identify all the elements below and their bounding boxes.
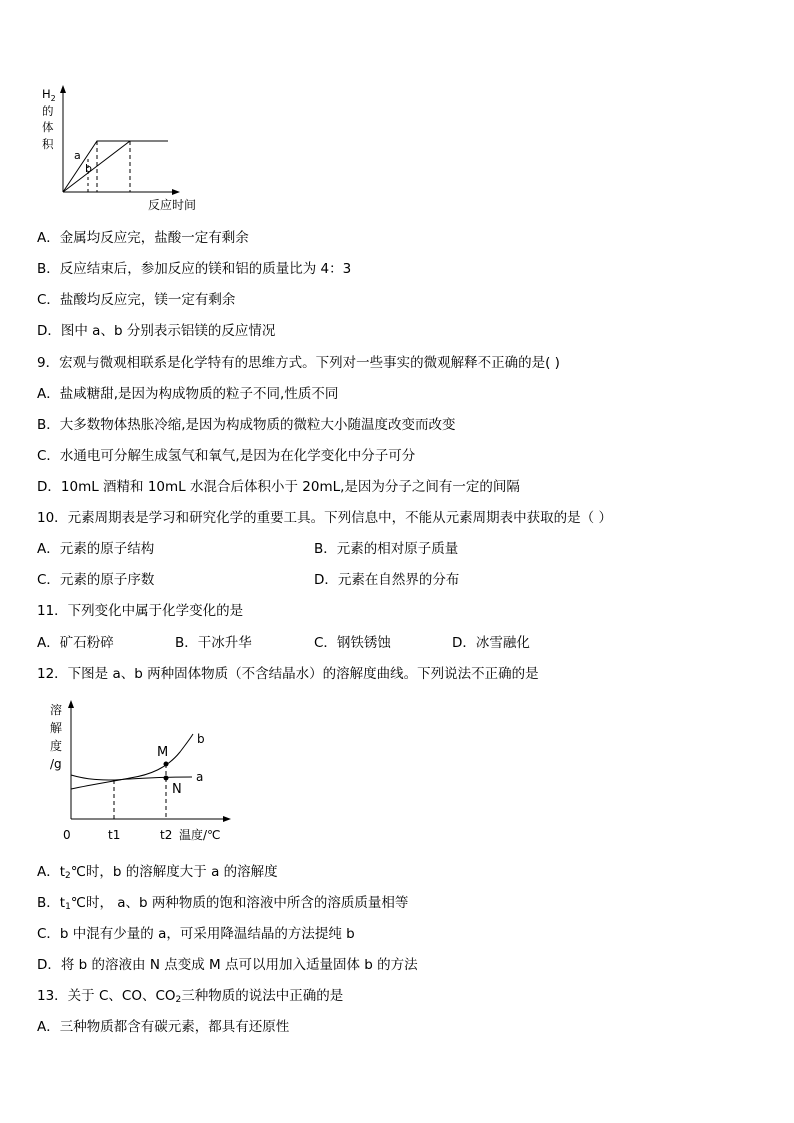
q12-option-b: B．$t_1℃$时， a、b 两种物质的饱和溶液中所含的溶质质量相等 [37, 895, 409, 912]
q9-stem: 9．宏观与微观相联系是化学特有的思维方式。下列对一些事实的微观解释不正确的是( ) [37, 355, 560, 371]
x-axis-label: 反应时间 [148, 198, 197, 212]
line-b-label: b [85, 162, 92, 175]
x-axis-label: 温度/℃ [179, 828, 221, 842]
y-axis-arrow [60, 85, 66, 93]
svg-text:的: 的 [42, 104, 54, 118]
q12-option-c: C．b 中混有少量的 a，可采用降温结晶的方法提纯 b [37, 926, 355, 942]
point-m [164, 762, 169, 767]
q13-stem: 13．关于 C、CO、$CO_2$三种物质的说法中正确的是 [37, 988, 344, 1005]
solubility-curve-graph [40, 696, 240, 851]
point-n [164, 776, 169, 781]
x-axis-arrow [172, 189, 180, 195]
svg-text:积: 积 [42, 137, 54, 151]
svg-text:度: 度 [50, 739, 63, 753]
y-axis-arrow [68, 700, 74, 708]
q8-option-b: B．反应结束后，参加反应的镁和铝的质量比为 4：3 [37, 261, 352, 277]
q9-option-d: D．10mL 酒精和 10mL 水混合后体积小于 20mL,是因为分子之间有一定的间隔 [37, 479, 520, 495]
q10-stem: 10．元素周期表是学习和研究化学的重要工具。下列信息中，不能从元素周期表中获取的是（ ） [37, 510, 612, 526]
q8-option-c: C．盐酸均反应完，镁一定有剩余 [37, 292, 236, 308]
curve-b-label: b [197, 732, 205, 746]
q11-option-b: B．干冰升华 [175, 635, 252, 651]
q9-option-c: C．水通电可分解生成氢气和氧气,是因为在化学变化中分子可分 [37, 448, 416, 464]
origin-label: 0 [63, 828, 71, 842]
line-a-label: a [74, 149, 81, 162]
svg-text:解: 解 [50, 721, 63, 735]
h2-volume-graph [30, 82, 220, 214]
point-m-label: M [157, 745, 169, 760]
q10-option-b: B．元素的相对原子质量 [314, 541, 459, 557]
q11-option-c: C．钢铁锈蚀 [314, 635, 391, 651]
svg-text:/g: /g [50, 757, 62, 771]
q9-option-b: B．大多数物体热胀冷缩,是因为构成物质的微粒大小随温度改变而改变 [37, 417, 456, 433]
q10-option-a: A．元素的原子结构 [37, 541, 155, 557]
point-n-label: N [172, 782, 182, 797]
q13-option-a: A．三种物质都含有碳元素，都具有还原性 [37, 1019, 290, 1035]
q8-option-a: A．金属均反应完，盐酸一定有剩余 [37, 230, 249, 246]
q10-option-d: D．元素在自然界的分布 [314, 572, 460, 588]
x-axis-arrow [223, 816, 231, 822]
svg-text:体: 体 [42, 120, 54, 134]
q12-stem: 12．下图是 a、b 两种固体物质（不含结晶水）的溶解度曲线。下列说法不正确的是 [37, 666, 539, 682]
q8-option-d: D．图中 a、b 分别表示铝镁的反应情况 [37, 323, 276, 339]
q11-option-a: A．矿石粉碎 [37, 635, 114, 651]
curve-a-label: a [196, 770, 204, 784]
y-axis-label [50, 702, 62, 771]
t1-label: t1 [108, 828, 121, 842]
q12-option-d: D．将 b 的溶液由 N 点变成 M 点可以用加入适量固体 b 的方法 [37, 957, 418, 973]
svg-text:溶: 溶 [50, 703, 63, 717]
y-axis-label [42, 87, 56, 151]
q11-stem: 11．下列变化中属于化学变化的是 [37, 603, 244, 619]
q11-option-d: D．冰雪融化 [452, 635, 530, 651]
q12-option-a: A．$t_2℃$时，b 的溶解度大于 a 的溶解度 [37, 864, 278, 881]
svg-text:H2: $H_2$ [42, 87, 56, 103]
curve-b [71, 734, 193, 789]
q9-option-a: A．盐咸糖甜,是因为构成物质的粒子不同,性质不同 [37, 386, 339, 402]
t2-label: t2 [160, 828, 173, 842]
q10-option-c: C．元素的原子序数 [37, 572, 155, 588]
